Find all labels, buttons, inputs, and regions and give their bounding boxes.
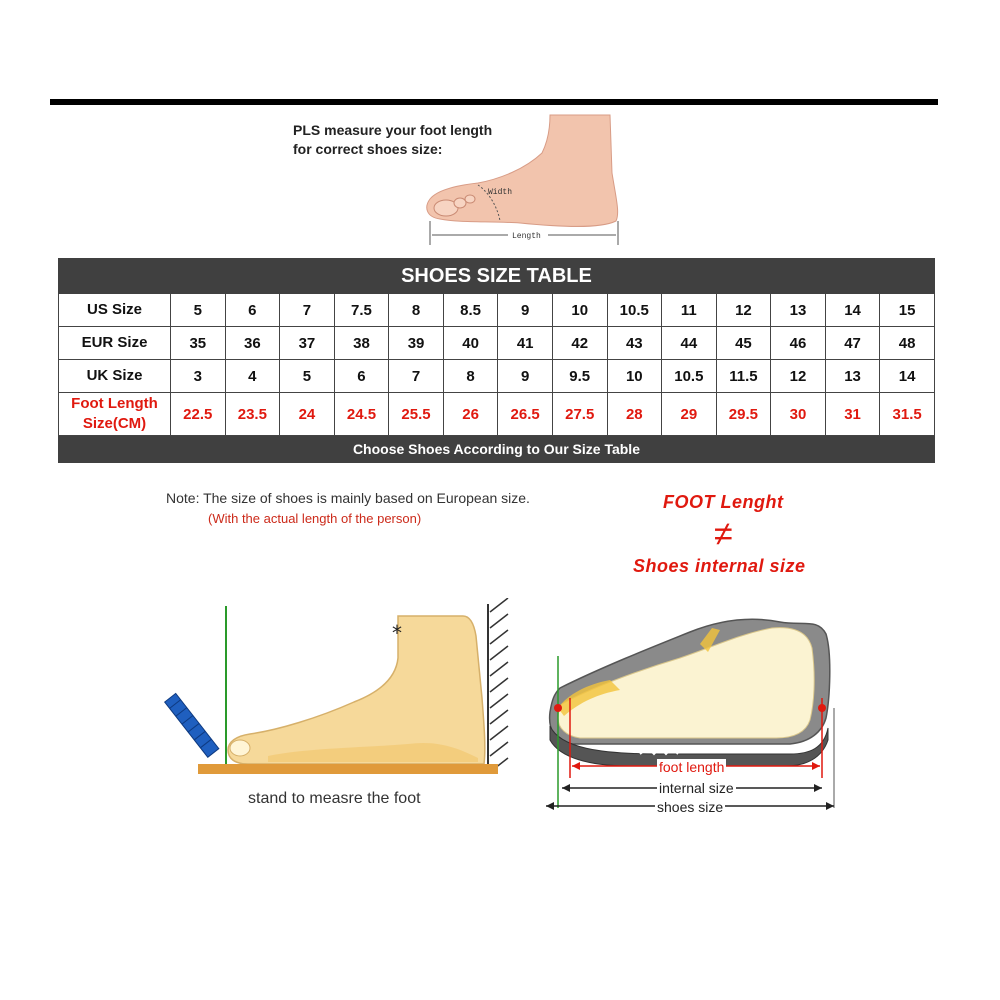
us-size-cell: 6 <box>225 294 280 327</box>
us-size-cell: 13 <box>771 294 826 327</box>
table-row-foot-length <box>59 393 935 436</box>
eur-size-cell: 48 <box>880 327 935 360</box>
us-size-cell: 8.5 <box>443 294 498 327</box>
foot-length-cell: 29 <box>662 393 717 436</box>
floor-board <box>198 764 498 774</box>
row-label-us: US Size <box>59 294 171 327</box>
eur-size-cell: 36 <box>225 327 280 360</box>
us-size-cell: 10 <box>552 294 607 327</box>
length-label: Length <box>512 232 541 241</box>
eur-size-cell: 40 <box>443 327 498 360</box>
size-note: Note: The size of shoes is mainly based on European size. <box>166 490 530 506</box>
table-footer: Choose Shoes According to Our Size Table <box>59 436 935 463</box>
foot-length-label-line2: Size(CM) <box>82 415 147 432</box>
standing-foot-shape <box>228 616 485 764</box>
foot-length-cell: 28 <box>607 393 662 436</box>
table-row-uk <box>59 360 935 393</box>
uk-size-cell: 14 <box>880 360 935 393</box>
foot-length-cell: 24 <box>280 393 335 436</box>
foot-length-cell: 27.5 <box>552 393 607 436</box>
foot-measure-illustration <box>420 113 630 248</box>
foot-length-cell: 29.5 <box>716 393 771 436</box>
foot-length-cell: 23.5 <box>225 393 280 436</box>
shoe-size-table <box>58 258 935 463</box>
uk-size-cell: 6 <box>334 360 389 393</box>
shoes-internal-size-heading: Shoes internal size <box>633 556 806 576</box>
stand-measure-illustration <box>158 598 518 784</box>
foot-length-cell: 30 <box>771 393 826 436</box>
eur-size-cell: 42 <box>552 327 607 360</box>
row-label-eur: EUR Size <box>59 327 171 360</box>
internal-size-label: internal size <box>659 780 734 796</box>
uk-size-cell: 9.5 <box>552 360 607 393</box>
foot-length-cell: 31 <box>825 393 880 436</box>
foot-length-cell: 26 <box>443 393 498 436</box>
foot-length-cell: 31.5 <box>880 393 935 436</box>
table-row-us <box>59 294 935 327</box>
uk-size-cell: 8 <box>443 360 498 393</box>
eur-size-cell: 35 <box>171 327 226 360</box>
uk-size-cell: 12 <box>771 360 826 393</box>
us-size-cell: 7.5 <box>334 294 389 327</box>
us-size-cell: 8 <box>389 294 444 327</box>
us-size-cell: 5 <box>171 294 226 327</box>
eur-size-cell: 41 <box>498 327 553 360</box>
foot-length-cell: 26.5 <box>498 393 553 436</box>
us-size-cell: 9 <box>498 294 553 327</box>
eur-size-cell: 39 <box>389 327 444 360</box>
shoes-size-label: shoes size <box>657 799 724 815</box>
us-size-cell: 12 <box>716 294 771 327</box>
row-label-uk: UK Size <box>59 360 171 393</box>
measure-instruction-line1: PLS measure your foot length <box>293 122 493 138</box>
eur-size-cell: 45 <box>716 327 771 360</box>
wall-icon <box>488 598 508 774</box>
foot-length-label: foot length <box>659 759 725 775</box>
foot-length-cell: 22.5 <box>171 393 226 436</box>
foot-length-heading: FOOT Lenght <box>663 492 784 512</box>
eur-size-cell: 44 <box>662 327 717 360</box>
eur-size-cell: 46 <box>771 327 826 360</box>
width-label: Width <box>488 188 513 197</box>
uk-size-cell: 10 <box>607 360 662 393</box>
row-label-foot-length <box>59 393 171 436</box>
table-row-eur <box>59 327 935 360</box>
eur-size-cell: 47 <box>825 327 880 360</box>
stand-caption: stand to measre the foot <box>248 790 421 807</box>
uk-size-cell: 4 <box>225 360 280 393</box>
size-note-sub: (With the actual length of the person) <box>208 511 422 526</box>
eur-size-cell: 43 <box>607 327 662 360</box>
foot-length-cell: 24.5 <box>334 393 389 436</box>
uk-size-cell: 11.5 <box>716 360 771 393</box>
uk-size-cell: 13 <box>825 360 880 393</box>
uk-size-cell: 7 <box>389 360 444 393</box>
eur-size-cell: 38 <box>334 327 389 360</box>
us-size-cell: 15 <box>880 294 935 327</box>
uk-size-cell: 3 <box>171 360 226 393</box>
measure-instruction-line2: for correct shoes size: <box>293 141 443 157</box>
foot-length-cell: 25.5 <box>389 393 444 436</box>
not-equal-icon: ≠ <box>714 515 733 553</box>
ankle-mark-icon: * <box>392 621 402 645</box>
us-size-cell: 11 <box>662 294 717 327</box>
us-size-cell: 7 <box>280 294 335 327</box>
us-size-cell: 14 <box>825 294 880 327</box>
table-title: SHOES SIZE TABLE <box>59 259 935 294</box>
uk-size-cell: 9 <box>498 360 553 393</box>
uk-size-cell: 10.5 <box>662 360 717 393</box>
top-divider <box>50 99 938 105</box>
foot-length-label-line1: Foot Length <box>71 395 158 412</box>
uk-size-cell: 5 <box>280 360 335 393</box>
us-size-cell: 10.5 <box>607 294 662 327</box>
ruler-icon <box>165 693 219 757</box>
eur-size-cell: 37 <box>280 327 335 360</box>
